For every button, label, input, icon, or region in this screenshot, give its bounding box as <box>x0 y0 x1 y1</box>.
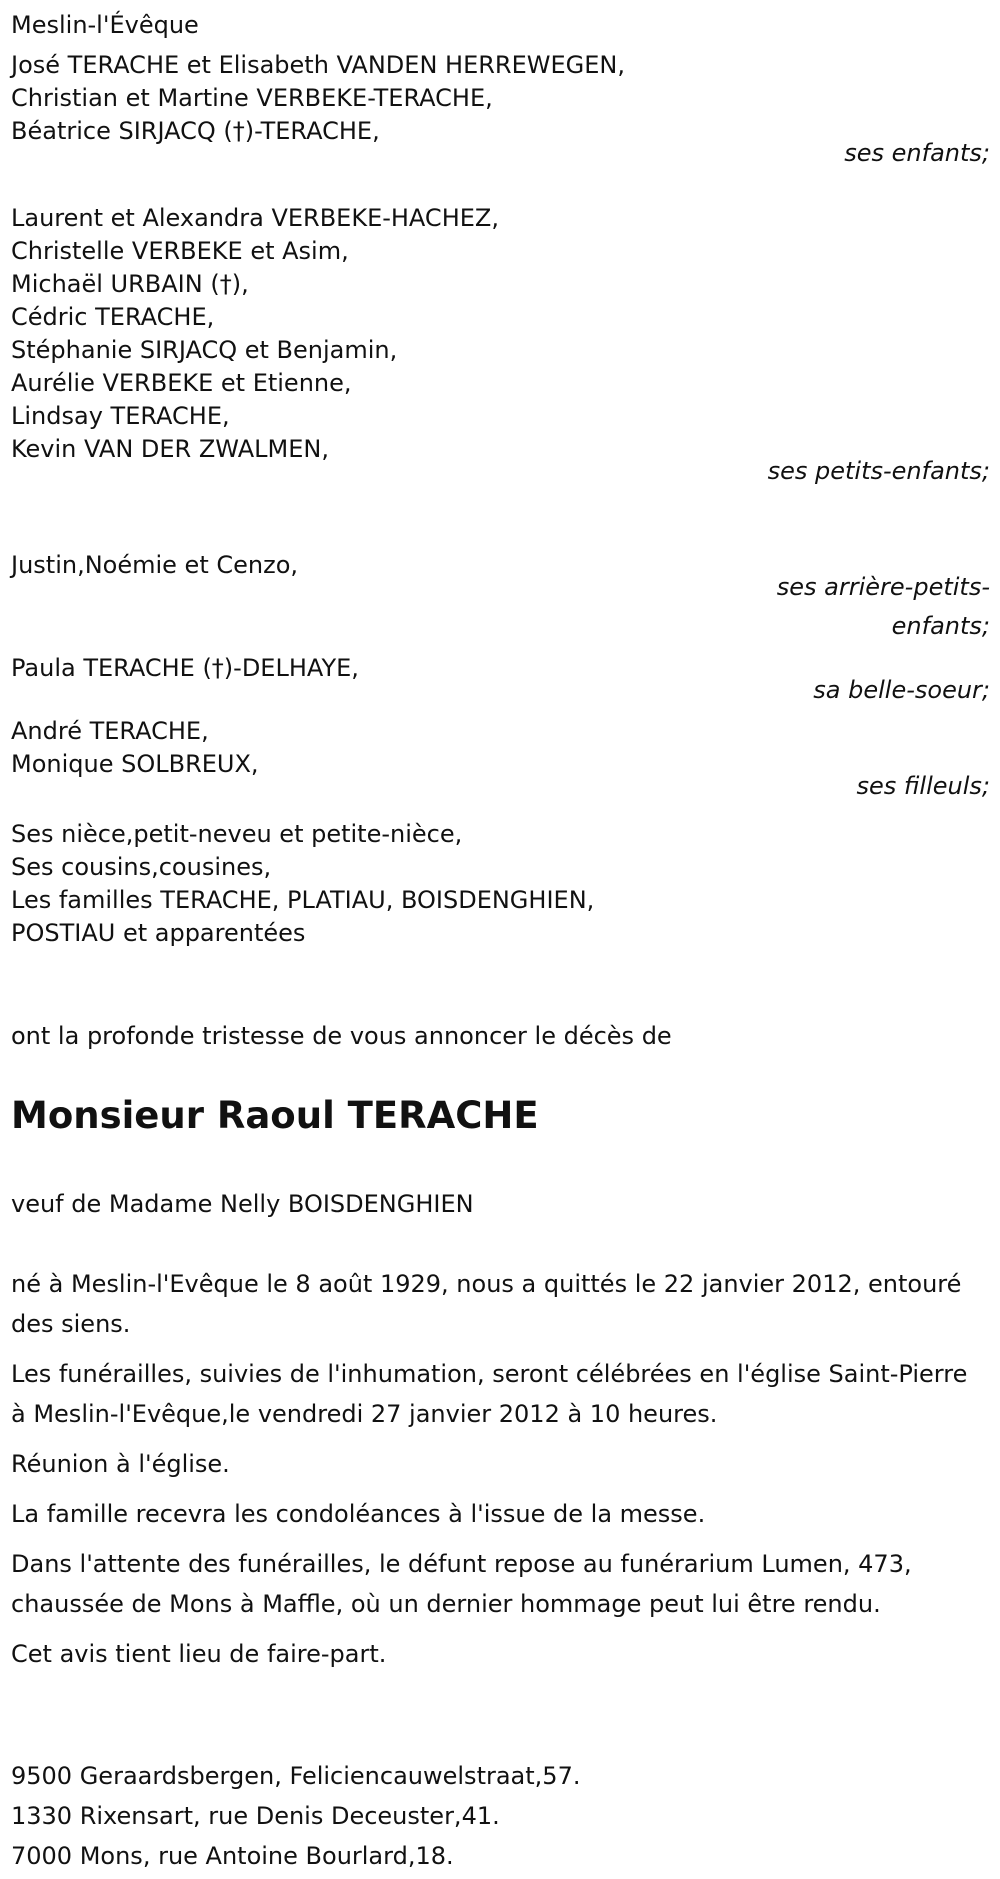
godchild-line: André TERACHE, <box>11 717 209 745</box>
grandchild-line: Cédric TERACHE, <box>11 303 215 331</box>
child-line: Christian et Martine VERBEKE-TERACHE, <box>11 84 493 112</box>
sister-in-law-group <box>11 648 990 710</box>
address-line: 1330 Rixensart, rue Denis Deceuster,41. <box>11 1802 500 1830</box>
grandchildren-group <box>11 198 990 491</box>
detail-paragraph: né à Meslin-l'Evêque le 8 août 1929, nous a quittés le 22 janvier 2012, entouré des siens. <box>11 1270 962 1338</box>
address-line: 7000 Mons, rue Antoine Bourlard,18. <box>11 1842 454 1870</box>
child-line: José TERACHE et Elisabeth VANDEN HERREWEGEN, <box>11 51 625 79</box>
detail-paragraph: Les funérailles, suivies de l'inhumation, seront célébrées en l'église Saint-Pierre à Meslin-l'Evêque,le vendredi 27 janvier 2012 à 10 heures. <box>11 1360 968 1428</box>
godchildren-group <box>11 711 990 806</box>
detail-paragraph: Réunion à l'église. <box>11 1450 230 1478</box>
grandchild-line: Christelle VERBEKE et Asim, <box>11 237 349 265</box>
other-line: Ses cousins,cousines, <box>11 853 272 881</box>
role-great-grandchildren-1: ses arrière-petits- <box>776 573 990 601</box>
children-group <box>11 45 990 173</box>
grandchild-line: Stéphanie SIRJACQ et Benjamin, <box>11 336 398 364</box>
sister-in-law-line: Paula TERACHE (†)-DELHAYE, <box>11 654 359 682</box>
great-grandchild-line: Justin,Noémie et Cenzo, <box>11 551 299 579</box>
announcement-text: ont la profonde tristesse de vous annoncer le décès de <box>11 1022 672 1050</box>
child-line: Béatrice SIRJACQ (†)-TERACHE, <box>11 117 380 145</box>
role-children: ses enfants; <box>844 139 990 167</box>
detail-paragraph: La famille recevra les condoléances à l'issue de la messe. <box>11 1500 706 1528</box>
detail-paragraph: Dans l'attente des funérailles, le défunt repose au funérarium Lumen, 473, chaussée de Mons à Maffle, où un dernier hommage peut lui être rendu. <box>11 1550 912 1618</box>
grandchild-line: Lindsay TERACHE, <box>11 402 230 430</box>
other-line: POSTIAU et apparentées <box>11 919 306 947</box>
widower-of-text: veuf de Madame Nelly BOISDENGHIEN <box>11 1190 474 1218</box>
godchild-line: Monique SOLBREUX, <box>11 750 259 778</box>
grandchild-line: Laurent et Alexandra VERBEKE-HACHEZ, <box>11 204 499 232</box>
addresses-block <box>11 1756 580 1876</box>
role-sister-in-law: sa belle-soeur; <box>813 676 990 704</box>
role-godchildren: ses filleuls; <box>856 772 990 800</box>
grandchild-line: Kevin VAN DER ZWALMEN, <box>11 435 329 463</box>
grandchild-line: Michaël URBAIN (†), <box>11 270 249 298</box>
role-grandchildren: ses petits-enfants; <box>767 457 990 485</box>
others-group <box>11 814 990 953</box>
deceased-name: Monsieur Raoul TERACHE <box>11 1094 539 1137</box>
great-grandchildren-group <box>11 545 990 646</box>
grandchild-line: Aurélie VERBEKE et Etienne, <box>11 369 352 397</box>
other-line: Ses nièce,petit-neveu et petite-nièce, <box>11 820 463 848</box>
other-line: Les familles TERACHE, PLATIAU, BOISDENGHIEN, <box>11 886 595 914</box>
role-great-grandchildren-2: enfants; <box>891 612 990 640</box>
detail-paragraph: Cet avis tient lieu de faire-part. <box>11 1640 387 1668</box>
place-heading: Meslin-l'Évêque <box>11 11 199 39</box>
address-line: 9500 Geraardsbergen, Feliciencauwelstraat,57. <box>11 1762 581 1790</box>
details-block <box>11 1264 971 1674</box>
